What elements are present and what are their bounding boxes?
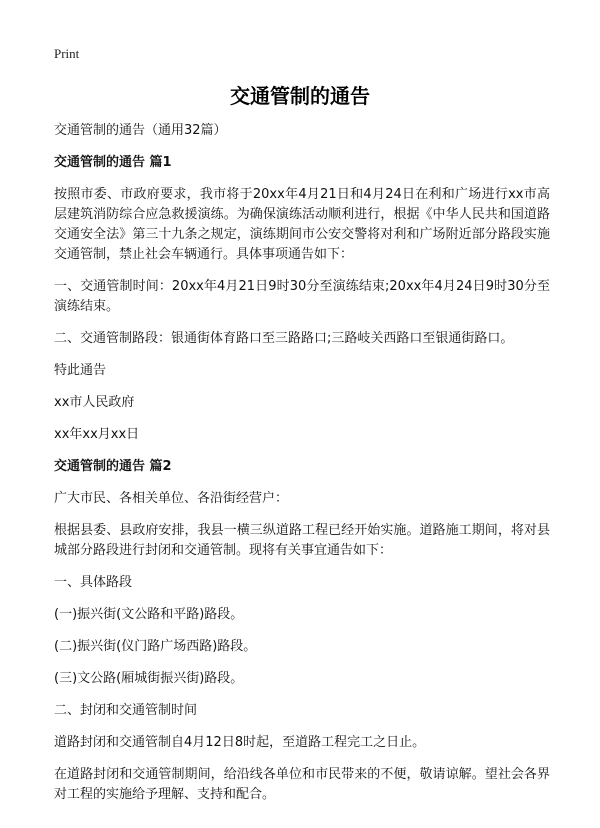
paragraph: 一、具体路段 [54, 575, 133, 590]
paragraph: (二)振兴街(仪门路广场西路)路段。 [54, 639, 257, 654]
paragraph: 一、交通管制时间：20xx年4月21日9时30分至演练结束;20xx年4月24日9时30分至演练结束。 [54, 279, 550, 314]
paragraph: xx年xx月xx日 [54, 427, 140, 442]
print-label: Print [54, 46, 80, 61]
paragraph: (一)振兴街(文公路和平路)路段。 [54, 607, 244, 622]
article-heading: 交通管制的通告 篇2 [54, 459, 172, 474]
paragraph: 道路封闭和交通管制自4月12日8时起，至道路工程完工之日止。 [54, 735, 426, 750]
paragraph: xx市人民政府 [54, 395, 135, 410]
paragraph: 按照市委、市政府要求，我市将于20xx年4月21日和4月24日在利和广场进行xx市高层建筑消防综合应急救援演练。为确保演练活动顺利进行，根据《中华人民共和国道路交通安全法》第三十九条之规定，演练期间市公安交警将对利和广场附近部分路段实施交通管制，禁止社会车辆通行。具体事项通告如下： [54, 187, 550, 262]
paragraph: 在道路封闭和交通管制期间，给沿线各单位和市民带来的不便，敬请谅解。望社会各界对工程的实施给予理解、支持和配合。 [54, 767, 550, 802]
paragraph: 特此通告 [54, 363, 107, 378]
paragraph: (三)文公路(厢城街振兴街)路段。 [54, 671, 244, 686]
paragraph: 广大市民、各相关单位、各沿街经营户： [54, 491, 289, 506]
document-title: 交通管制的通告 [230, 84, 370, 108]
paragraph: 二、封闭和交通管制时间 [54, 703, 198, 718]
article-heading: 交通管制的通告 篇1 [54, 155, 172, 170]
document-subtitle: 交通管制的通告（通用32篇） [54, 123, 227, 138]
document-body [54, 121, 550, 817]
paragraph: 二、交通管制路段：银通街体育路口至三路路口;三路岐关西路口至银通街路口。 [54, 331, 514, 346]
paragraph: 根据县委、县政府安排，我县一横三纵道路工程已经开始实施。道路施工期间，将对县城部分路段进行封闭和交通管制。现将有关事宜通告如下： [54, 523, 550, 558]
